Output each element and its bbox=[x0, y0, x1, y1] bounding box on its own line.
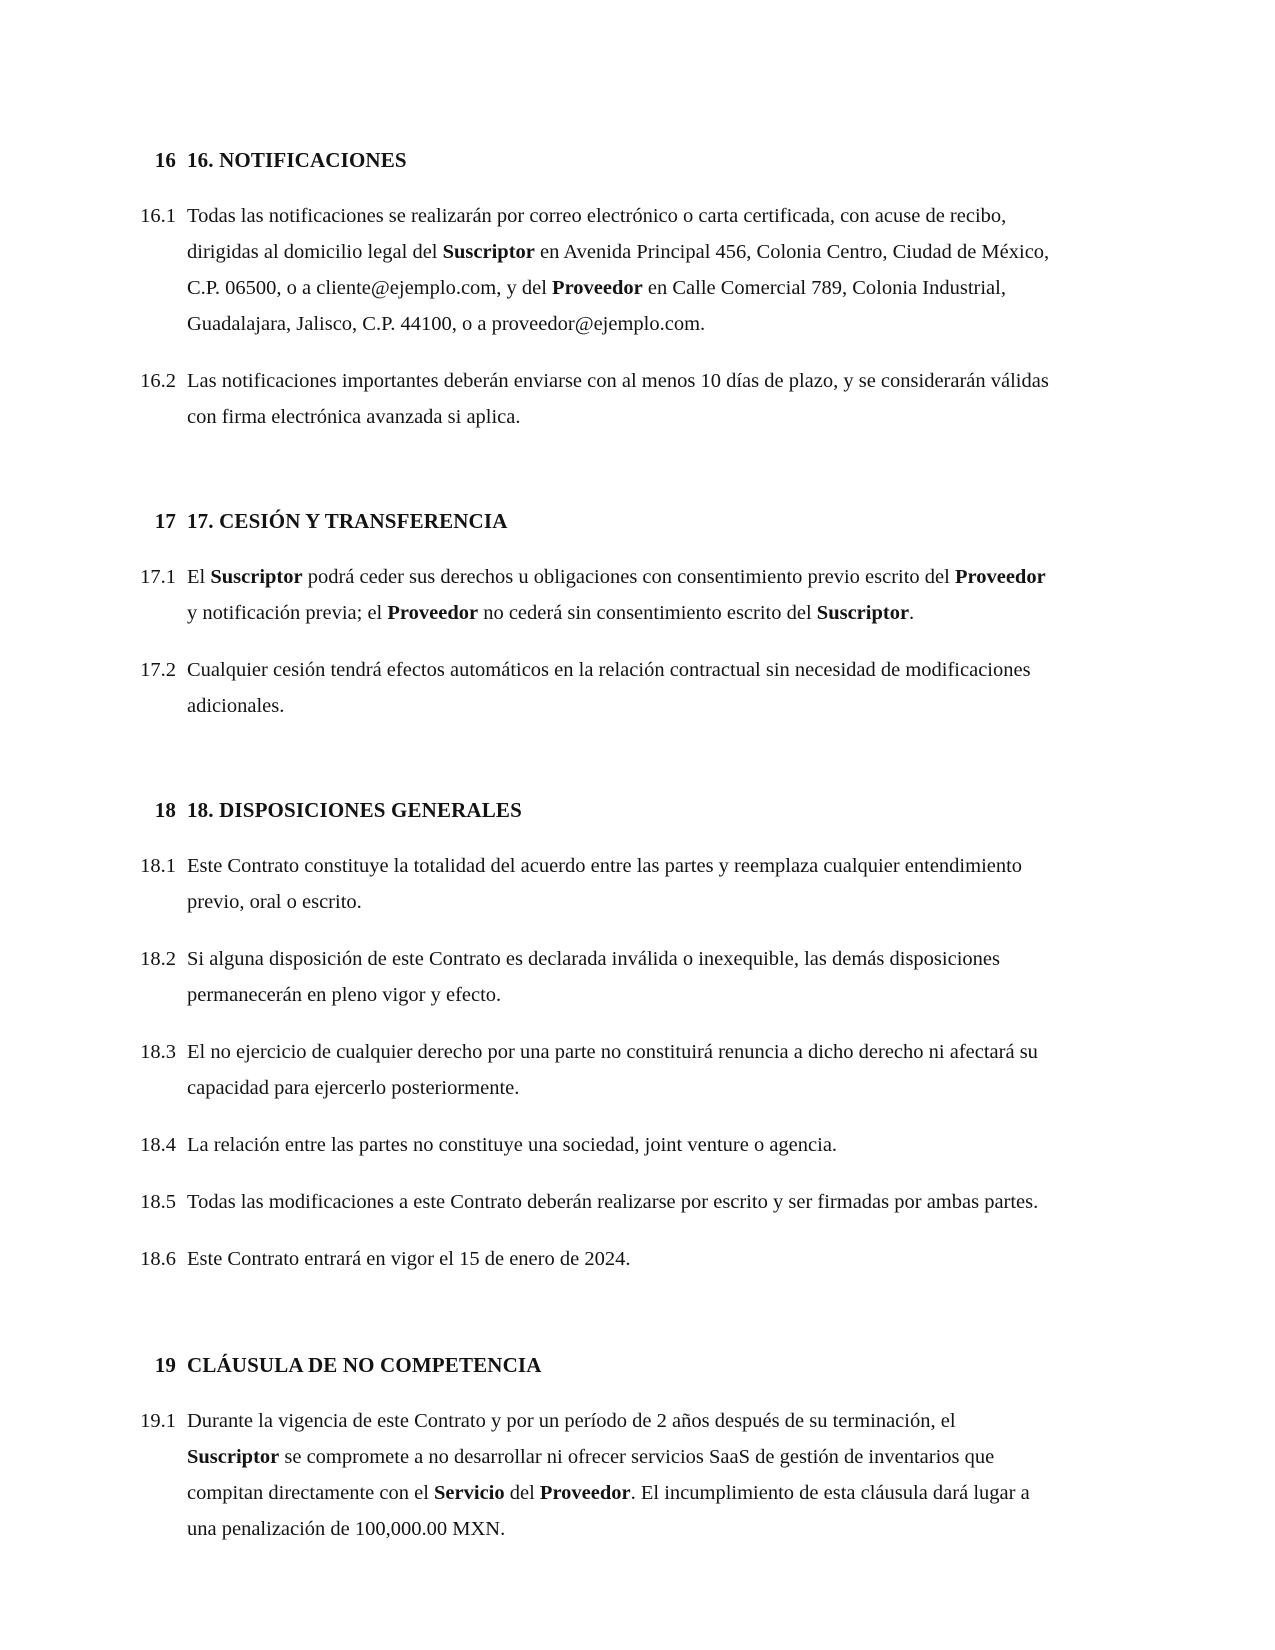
clause-number: 17.2 bbox=[140, 659, 176, 681]
clause-17.1 bbox=[131, 559, 1061, 631]
section-heading-16 bbox=[131, 148, 1061, 173]
clause-number: 16.2 bbox=[140, 370, 176, 392]
section-heading-19 bbox=[131, 1353, 1061, 1378]
clause-text-run: Si alguna disposición de este Contrato es declarada inválida o inexequible, las demás disposiciones permanecerán en pleno vigor y efecto. bbox=[187, 948, 1000, 1006]
clause-17.2 bbox=[131, 652, 1061, 724]
section-number: 16 bbox=[154, 148, 176, 172]
clause-text-run: Este Contrato constituye la totalidad del acuerdo entre las partes y reemplaza cualquier entendimiento previo, oral o escrito. bbox=[187, 855, 1023, 913]
clause-number: 18.6 bbox=[140, 1248, 176, 1270]
clause-number: 18.4 bbox=[140, 1134, 176, 1156]
clause-text bbox=[187, 848, 1050, 920]
clause-number: 18.2 bbox=[140, 948, 176, 970]
clause-16.2 bbox=[131, 363, 1061, 435]
clause-text bbox=[187, 559, 1050, 631]
clause-text bbox=[187, 652, 1050, 724]
clause-text-run: del bbox=[504, 1482, 540, 1504]
clause-number: 19.1 bbox=[140, 1410, 176, 1432]
clause-text bbox=[187, 1184, 1050, 1220]
clause-text-run: en Calle Comercial 789, Colonia Industrial, Guadalajara, Jalisco, C.P. 44100, o a proveedor@ejemplo.com. bbox=[187, 277, 1006, 335]
section-title: 18. DISPOSICIONES GENERALES bbox=[187, 798, 522, 822]
defined-term: Suscriptor bbox=[442, 241, 535, 263]
clause-18.2 bbox=[131, 941, 1061, 1013]
clause-text-run: y notificación previa; el bbox=[187, 602, 388, 624]
section-title: 16. NOTIFICACIONES bbox=[187, 148, 407, 172]
defined-term: Proveedor bbox=[954, 566, 1046, 588]
section-heading-18 bbox=[131, 798, 1061, 823]
clause-spacer bbox=[131, 173, 1061, 198]
defined-term: Proveedor bbox=[387, 602, 479, 624]
clause-spacer bbox=[131, 1106, 1061, 1127]
section-spacer bbox=[131, 1277, 1061, 1353]
clause-spacer bbox=[131, 920, 1061, 941]
clause-text bbox=[187, 1241, 1050, 1277]
clause-text bbox=[187, 198, 1050, 342]
clause-spacer bbox=[131, 1013, 1061, 1034]
clause-text bbox=[187, 1034, 1050, 1106]
clause-text bbox=[187, 1127, 1050, 1163]
clause-spacer bbox=[131, 1378, 1061, 1403]
clause-number: 18.3 bbox=[140, 1041, 176, 1063]
section-number: 17 bbox=[154, 509, 176, 533]
clause-text-run: no cederá sin consentimiento escrito del bbox=[478, 602, 817, 624]
clause-spacer bbox=[131, 1163, 1061, 1184]
defined-term: Proveedor bbox=[552, 277, 643, 299]
clause-text-run: . El incumplimiento de esta cláusula dará lugar a una penalización de 100,000.00 MXN. bbox=[187, 1482, 1030, 1540]
clause-text-run: Todas las notificaciones se realizarán por correo electrónico o carta certificada, con acuse de recibo, dirigidas al domicilio legal del bbox=[187, 205, 1007, 263]
clause-number: 16.1 bbox=[140, 205, 176, 227]
clause-text-run: El no ejercicio de cualquier derecho por una parte no constituirá renuncia a dicho derecho ni afectará su capacidad para ejercerlo posteriormente. bbox=[187, 1041, 1038, 1099]
clause-18.1 bbox=[131, 848, 1061, 920]
clause-number: 18.5 bbox=[140, 1191, 176, 1213]
defined-term: Servicio bbox=[434, 1482, 505, 1504]
clause-18.3 bbox=[131, 1034, 1061, 1106]
section-number: 19 bbox=[154, 1353, 176, 1377]
clause-18.6 bbox=[131, 1241, 1061, 1277]
clause-spacer bbox=[131, 1220, 1061, 1241]
clause-19.1 bbox=[131, 1403, 1061, 1547]
clause-18.4 bbox=[131, 1127, 1061, 1163]
clause-18.5 bbox=[131, 1184, 1061, 1220]
clause-spacer bbox=[131, 342, 1061, 363]
clause-text-run: . bbox=[909, 602, 915, 624]
defined-term: Suscriptor bbox=[210, 566, 303, 588]
section-title: CLÁUSULA DE NO COMPETENCIA bbox=[187, 1353, 542, 1377]
clause-text-run: El bbox=[187, 566, 211, 588]
clause-text-run: Este Contrato entrará en vigor el 15 de enero de 2024. bbox=[187, 1248, 631, 1270]
clause-text bbox=[187, 1403, 1050, 1547]
clause-spacer bbox=[131, 534, 1061, 559]
clause-text-run: Durante la vigencia de este Contrato y por un período de 2 años después de su terminación, el bbox=[187, 1410, 956, 1432]
clause-text bbox=[187, 941, 1050, 1013]
section-spacer bbox=[131, 724, 1061, 798]
clause-16.1 bbox=[131, 198, 1061, 342]
defined-term: Proveedor bbox=[539, 1482, 631, 1504]
clause-text-run: La relación entre las partes no constituye una sociedad, joint venture o agencia. bbox=[187, 1134, 838, 1156]
clause-spacer bbox=[131, 631, 1061, 652]
section-title: 17. CESIÓN Y TRANSFERENCIA bbox=[187, 509, 508, 533]
defined-term: Suscriptor bbox=[816, 602, 910, 624]
clause-text-run: podrá ceder sus derechos u obligaciones con consentimiento previo escrito del bbox=[302, 566, 955, 588]
clause-number: 17.1 bbox=[140, 566, 176, 588]
defined-term: Suscriptor bbox=[187, 1446, 280, 1468]
clause-text-run: se compromete a no desarrollar ni ofrecer servicios SaaS de gestión de inventarios que compitan directamente con el bbox=[187, 1446, 995, 1504]
clause-spacer bbox=[131, 823, 1061, 848]
section-heading-17 bbox=[131, 509, 1061, 534]
section-spacer bbox=[131, 435, 1061, 509]
clause-text bbox=[187, 363, 1050, 435]
clause-text-run: Las notificaciones importantes deberán enviarse con al menos 10 días de plazo, y se considerarán válidas con firma electrónica avanzada si aplica. bbox=[187, 370, 1049, 428]
clause-text-run: Todas las modificaciones a este Contrato deberán realizarse por escrito y ser firmadas por ambas partes. bbox=[187, 1191, 1039, 1213]
section-number: 18 bbox=[154, 798, 176, 822]
document-body bbox=[131, 148, 1061, 1547]
clause-number: 18.1 bbox=[140, 855, 176, 877]
clause-text-run: en Avenida Principal 456, Colonia Centro, Ciudad de México, C.P. 06500, o a cliente@ejemplo.com, y del bbox=[187, 241, 1050, 299]
clause-text-run: Cualquier cesión tendrá efectos automáticos en la relación contractual sin necesidad de modificaciones adicionales. bbox=[187, 659, 1031, 717]
